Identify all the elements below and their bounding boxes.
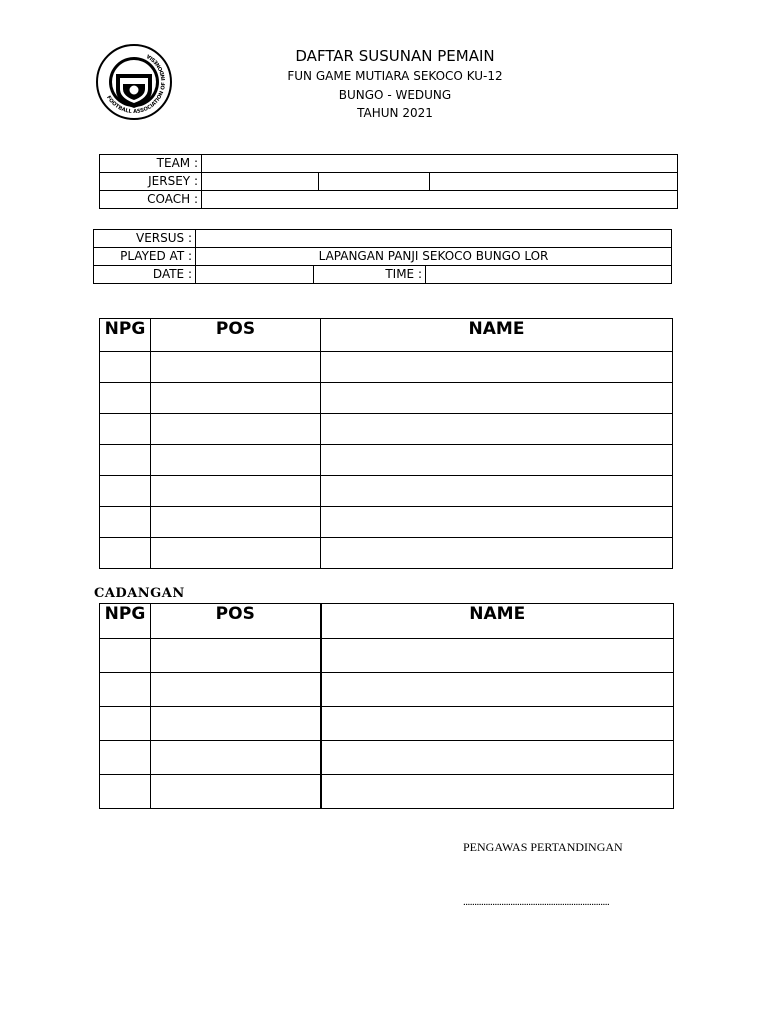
jersey-field-3[interactable] bbox=[430, 173, 678, 191]
versus-label: VERSUS : bbox=[94, 230, 196, 248]
table-row bbox=[100, 476, 673, 507]
pos-cell[interactable] bbox=[151, 352, 321, 383]
name-header: NAME bbox=[321, 319, 673, 352]
played-at-label: PLAYED AT : bbox=[94, 248, 196, 266]
name-cell[interactable] bbox=[321, 445, 673, 476]
npg-cell[interactable] bbox=[100, 538, 151, 569]
name-cell[interactable] bbox=[321, 352, 673, 383]
logo-top-text: PSSI bbox=[125, 65, 143, 73]
team-info-table bbox=[99, 154, 678, 209]
coach-label: COACH : bbox=[100, 191, 202, 209]
pos-cell[interactable] bbox=[151, 414, 321, 445]
npg-cell[interactable] bbox=[100, 741, 151, 775]
table-row bbox=[100, 775, 674, 809]
npg-cell[interactable] bbox=[100, 445, 151, 476]
npg-cell[interactable] bbox=[100, 476, 151, 507]
name-cell[interactable] bbox=[321, 538, 673, 569]
name-cell[interactable] bbox=[321, 707, 674, 741]
time-label: TIME : bbox=[314, 266, 426, 284]
npg-header: NPG bbox=[100, 604, 151, 639]
jersey-field-1[interactable] bbox=[202, 173, 319, 191]
table-row bbox=[100, 352, 673, 383]
pos-cell[interactable] bbox=[151, 476, 321, 507]
table-row bbox=[100, 383, 673, 414]
npg-cell[interactable] bbox=[100, 383, 151, 414]
npg-header: NPG bbox=[100, 319, 151, 352]
table-row bbox=[100, 414, 673, 445]
pos-header: POS bbox=[151, 604, 321, 639]
pos-cell[interactable] bbox=[151, 775, 321, 809]
name-cell[interactable] bbox=[321, 476, 673, 507]
team-label: TEAM : bbox=[100, 155, 202, 173]
time-field[interactable] bbox=[426, 266, 672, 284]
npg-cell[interactable] bbox=[100, 775, 151, 809]
table-row bbox=[100, 445, 673, 476]
event-name: FUN GAME MUTIARA SEKOCO KU-12 bbox=[287, 69, 503, 83]
npg-cell[interactable] bbox=[100, 673, 151, 707]
signature-line: ................................................................. bbox=[463, 896, 610, 908]
pos-cell[interactable] bbox=[151, 383, 321, 414]
pos-cell[interactable] bbox=[151, 639, 321, 673]
event-year: TAHUN 2021 bbox=[357, 106, 433, 120]
pos-cell[interactable] bbox=[151, 673, 321, 707]
match-teams: BUNGO - WEDUNG bbox=[338, 88, 452, 102]
pos-cell[interactable] bbox=[151, 507, 321, 538]
table-row bbox=[100, 538, 673, 569]
name-cell[interactable] bbox=[321, 383, 673, 414]
name-header: NAME bbox=[321, 604, 674, 639]
name-cell[interactable] bbox=[321, 741, 674, 775]
played-at-value: LAPANGAN PANJI SEKOCO BUNGO LOR bbox=[196, 248, 672, 266]
team-field[interactable] bbox=[202, 155, 678, 173]
match-info-table bbox=[93, 229, 672, 284]
date-field[interactable] bbox=[196, 266, 314, 284]
pos-cell[interactable] bbox=[151, 445, 321, 476]
date-label: DATE : bbox=[94, 266, 196, 284]
name-cell[interactable] bbox=[321, 639, 674, 673]
npg-cell[interactable] bbox=[100, 639, 151, 673]
jersey-field-2[interactable] bbox=[319, 173, 430, 191]
npg-cell[interactable] bbox=[100, 707, 151, 741]
substitutes-title: CADANGAN bbox=[94, 586, 185, 601]
table-row bbox=[100, 741, 674, 775]
substitutes-table bbox=[99, 603, 674, 809]
logo-ring-text: FOOTBALL ASSOCIATION OF INDONESIA bbox=[105, 52, 168, 116]
table-row bbox=[100, 507, 673, 538]
pos-cell[interactable] bbox=[151, 707, 321, 741]
name-cell[interactable] bbox=[321, 673, 674, 707]
npg-cell[interactable] bbox=[100, 352, 151, 383]
name-cell[interactable] bbox=[321, 775, 674, 809]
npg-cell[interactable] bbox=[100, 507, 151, 538]
name-cell[interactable] bbox=[321, 507, 673, 538]
pos-header: POS bbox=[151, 319, 321, 352]
table-row bbox=[100, 673, 674, 707]
npg-cell[interactable] bbox=[100, 414, 151, 445]
pos-cell[interactable] bbox=[151, 741, 321, 775]
name-cell[interactable] bbox=[321, 414, 673, 445]
lineup-table bbox=[99, 318, 673, 569]
match-official-label: PENGAWAS PERTANDINGAN bbox=[463, 840, 623, 854]
coach-field[interactable] bbox=[202, 191, 678, 209]
versus-field[interactable] bbox=[196, 230, 672, 248]
jersey-label: JERSEY : bbox=[100, 173, 202, 191]
table-row bbox=[100, 639, 674, 673]
pos-cell[interactable] bbox=[151, 538, 321, 569]
pssi-logo bbox=[94, 42, 174, 122]
document-title: DAFTAR SUSUNAN PEMAIN bbox=[295, 47, 495, 65]
table-row bbox=[100, 707, 674, 741]
